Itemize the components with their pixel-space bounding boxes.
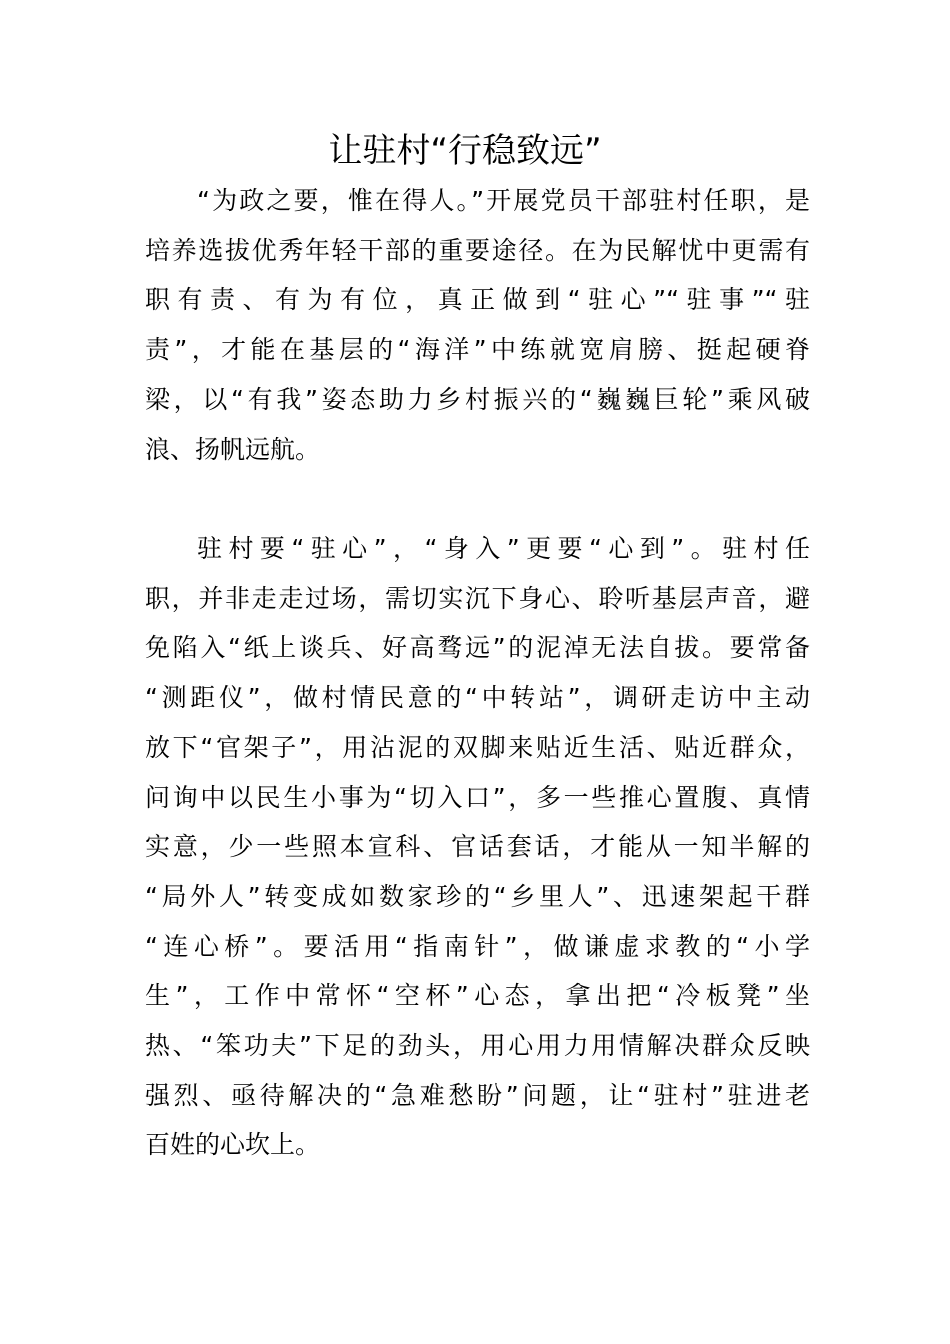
paragraph-line: 实意，少一些照本宣科、官话套话，才能从一知半解的 (145, 832, 810, 862)
paragraph-line: “局外人”转变成如数家珍的“乡里人”、迅速架起干群 (145, 881, 810, 911)
paragraph-line: 梁，以“有我”姿态助力乡村振兴的“巍巍巨轮”乘风破 (145, 384, 810, 414)
paragraph-line: 职有责、有为有位，真正做到“驻心”“驻事”“驻 (145, 285, 810, 315)
paragraph-line: 责”，才能在基层的“海洋”中练就宽肩膀、挺起硬脊 (145, 335, 810, 365)
paragraph-line: 生”，工作中常怀“空杯”心态，拿出把“冷板凳”坐 (145, 981, 810, 1011)
paragraph-line: 职，并非走走过场，需切实沉下身心、聆听基层声音，避 (145, 583, 810, 613)
paragraph-line: 问询中以民生小事为“切入口”，多一些推心置腹、真情 (145, 782, 810, 812)
paragraph-line: 百姓的心坎上。 (145, 1130, 321, 1160)
paragraph-line: 热、“笨功夫”下足的劲头，用心用力用情解决群众反映 (145, 1031, 810, 1061)
paragraph-body (145, 524, 810, 1170)
paragraph-line: 培养选拔优秀年轻干部的重要途径。在为民解忧中更需有 (145, 235, 810, 265)
paragraph-line: “为政之要，惟在得人。”开展党员干部驻村任职，是 (197, 186, 810, 215)
paragraph-line: 浪、扬帆远航。 (145, 434, 321, 464)
paragraph-intro (145, 176, 810, 474)
paragraph-line: 驻村要“驻心”，“身入”更要“心到”。驻村任 (197, 534, 810, 563)
paragraph-line: 放下“官架子”，用沾泥的双脚来贴近生活、贴近群众， (145, 732, 810, 762)
paragraph-line: 免陷入“纸上谈兵、好高骛远”的泥淖无法自拔。要常备 (145, 633, 810, 663)
paragraph-line: “测距仪”，做村情民意的“中转站”，调研走访中主动 (145, 683, 810, 713)
paragraph-line: 强烈、亟待解决的“急难愁盼”问题，让“驻村”驻进老 (145, 1080, 810, 1110)
document-title: 让驻村“行稳致远” (328, 131, 602, 171)
paragraph-line: “连心桥”。要活用“指南针”，做谦虚求教的“小学 (145, 931, 810, 961)
